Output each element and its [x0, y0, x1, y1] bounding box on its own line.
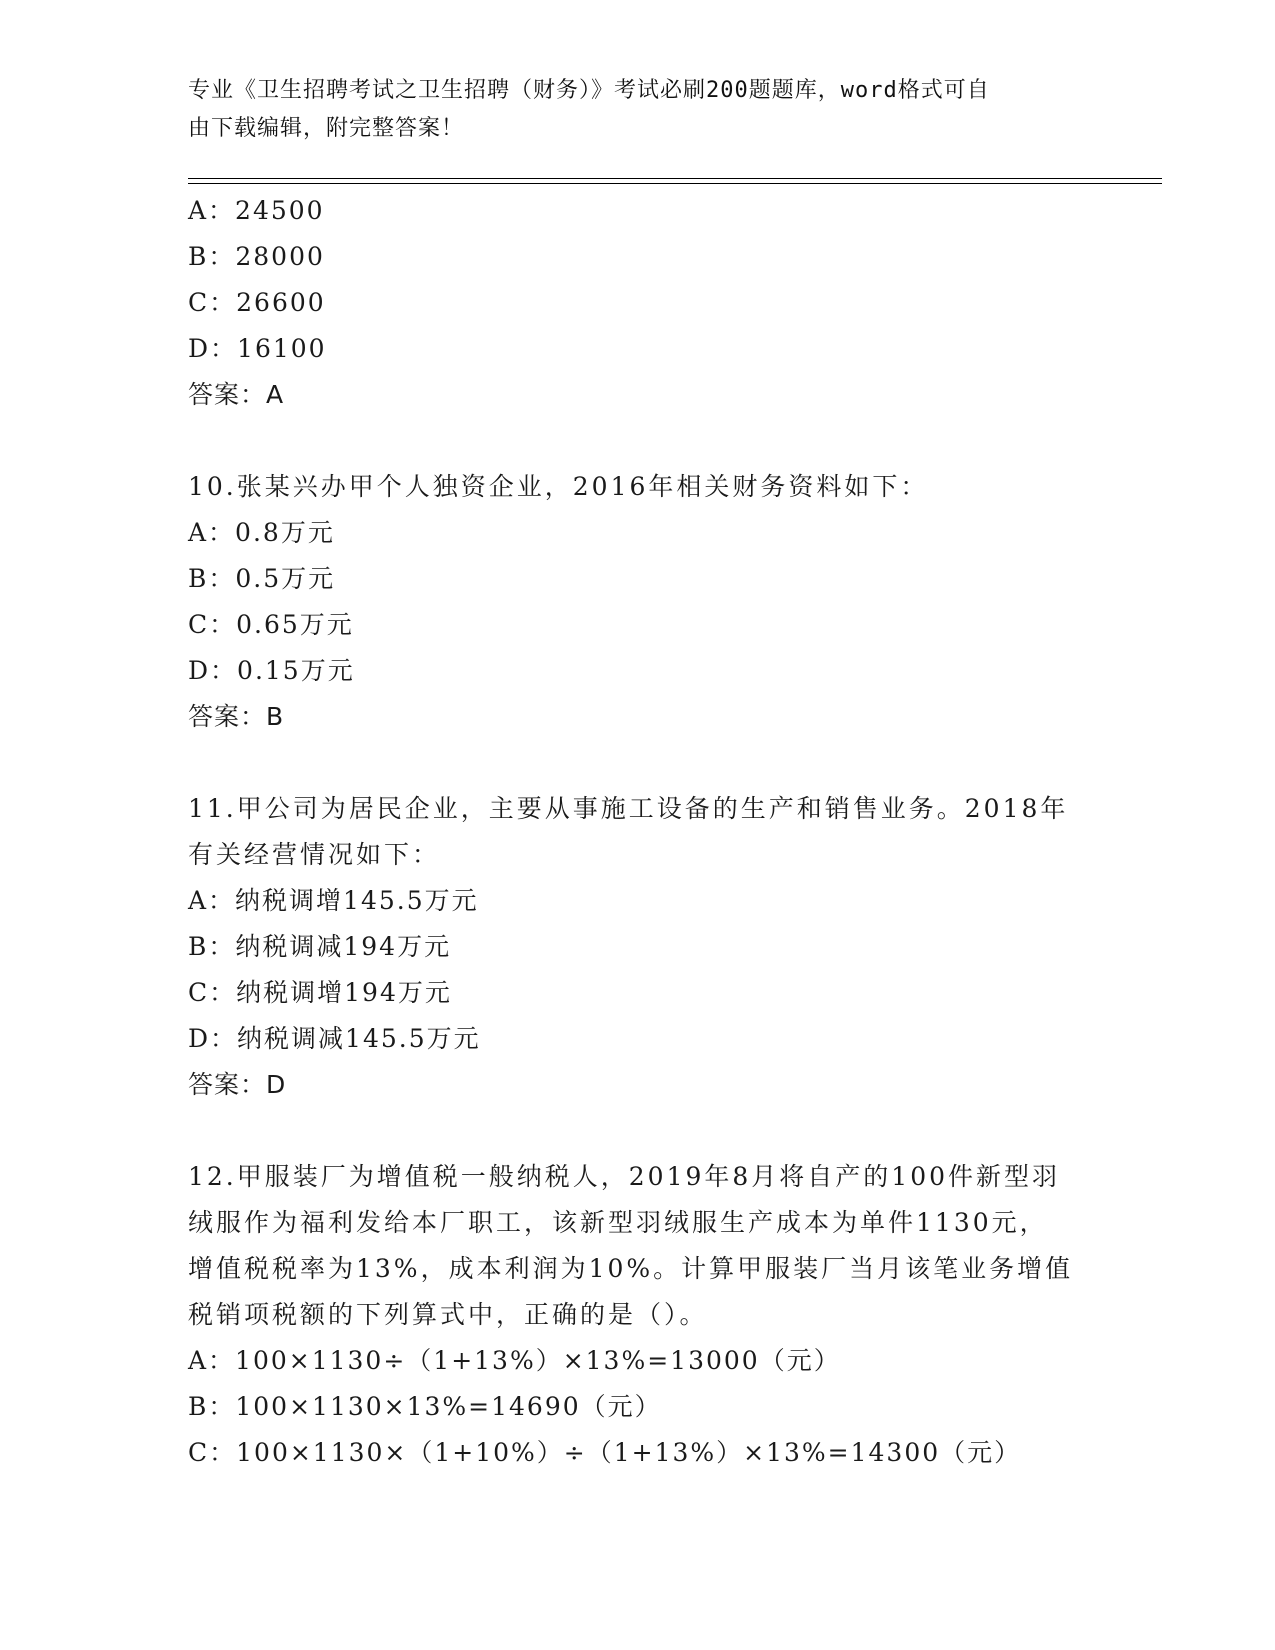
question-list — [188, 188, 1088, 1476]
question-spacer — [188, 1108, 1088, 1154]
option-c: C：100×1130×（1+10%）÷（1+13%）×13%=14300（元） — [188, 1438, 1022, 1467]
question-spacer — [188, 740, 1088, 786]
option-b: B：纳税调减194万元 — [188, 932, 452, 961]
question-10 — [188, 464, 1088, 740]
option-a: A：0.8万元 — [188, 518, 335, 547]
answer-line: 答案：D — [188, 1070, 287, 1099]
answer-line: 答案：B — [188, 702, 285, 731]
question-stem-line-1: 12.甲服装厂为增值税一般纳税人，2019年8月将自产的100件新型羽 — [188, 1162, 1061, 1191]
question-stem: 10.张某兴办甲个人独资企业，2016年相关财务资料如下： — [188, 472, 929, 501]
question-stem-line-3: 增值税税率为13%，成本利润为10%。计算甲服装厂当月该笔业务增值 — [188, 1254, 1074, 1283]
question-11 — [188, 786, 1088, 1108]
question-stem-line-4: 税销项税额的下列算式中，正确的是（）。 — [188, 1300, 708, 1329]
option-d: D：纳税调减145.5万元 — [188, 1024, 481, 1053]
option-d: D：0.15万元 — [188, 656, 355, 685]
header-divider — [188, 178, 1162, 179]
header-divider-thin — [188, 183, 1162, 184]
option-a: A：纳税调增145.5万元 — [188, 886, 479, 915]
option-c: C：0.65万元 — [188, 610, 354, 639]
question-stem-line-1: 11.甲公司为居民企业，主要从事施工设备的生产和销售业务。2018年 — [188, 794, 1069, 823]
option-c: C：26600 — [188, 288, 326, 317]
option-b: B：0.5万元 — [188, 564, 336, 593]
question-12 — [188, 1154, 1088, 1476]
option-b: B：100×1130×13%=14690（元） — [188, 1392, 662, 1421]
answer-line: 答案：A — [188, 380, 285, 409]
question-stem-line-2: 有关经营情况如下： — [188, 840, 441, 869]
question-stem-line-2: 绒服作为福利发给本厂职工，该新型羽绒服生产成本为单件1130元， — [188, 1208, 1048, 1237]
option-b: B：28000 — [188, 242, 325, 271]
question-9 — [188, 188, 1088, 418]
header-line-1: 专业《卫生招聘考试之卫生招聘（财务）》考试必刷200题题库，word格式可自 — [188, 78, 990, 103]
option-c: C：纳税调增194万元 — [188, 978, 452, 1007]
option-d: D：16100 — [188, 334, 327, 363]
document-header — [188, 72, 1068, 148]
option-a: A：24500 — [188, 196, 325, 225]
question-spacer — [188, 418, 1088, 464]
header-line-2: 由下载编辑，附完整答案！ — [188, 116, 465, 141]
option-a: A：100×1130÷（1+13%）×13%=13000（元） — [188, 1346, 841, 1375]
